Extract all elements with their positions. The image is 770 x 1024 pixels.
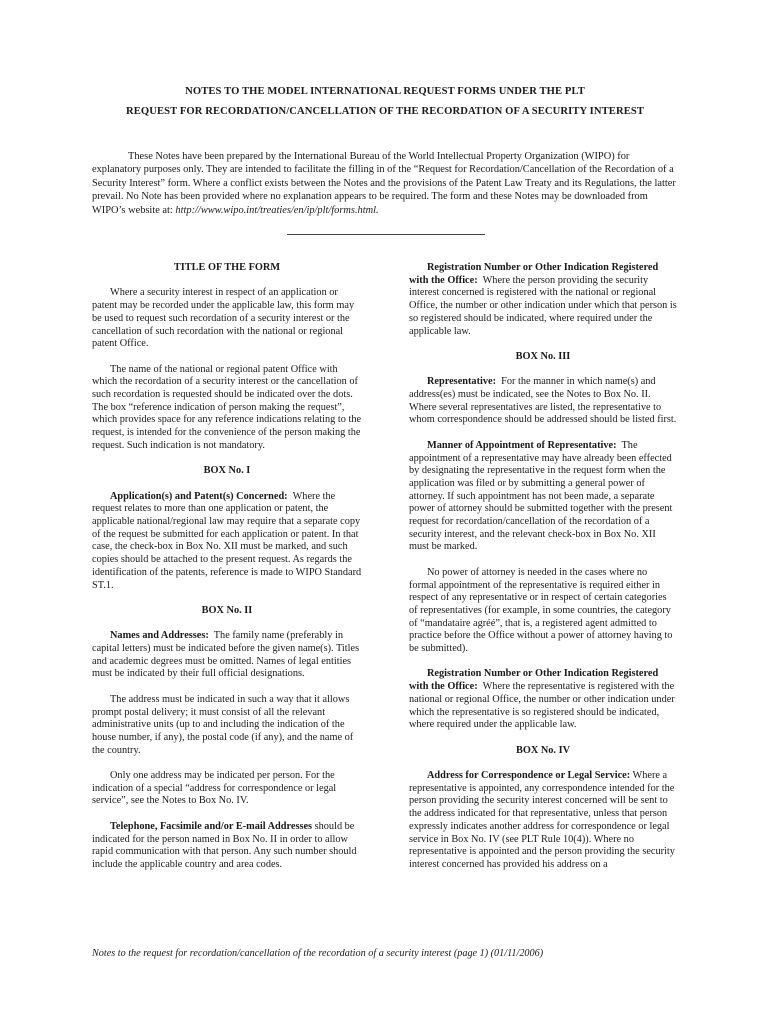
intro-text: These Notes have been prepared by the International Bureau of the World Intellectual Property Organization (WIPO) for explanatory purposes only. They are intended to facilitate the filling in of the “Request for Recordation/Cancellation of the Recordation of a Security Interest” form. Where a conflict exists between the Notes and the provisions of the Patent Law Treaty and its Regulations, the latter prevail. No Note has been provided where no explanation appears to be required. The form and these Notes may be downloaded from WIPO’s website at: <box>92 151 676 216</box>
intro-paragraph <box>92 150 678 217</box>
paragraph-heading: Telephone, Facsimile and/or E-mail Addresses <box>110 820 313 832</box>
paragraph: Representative: For the manner in which name(s) and address(es) must be indicated, see the Notes to Box No. II. Where several representatives are listed, the representative to whom correspondence should be addressed should be listed first. <box>409 376 677 426</box>
paragraph: Where a security interest in respect of an application or patent may be recorded under the applicable law, this form may be used to request such recordation of a security interest or the cancellation of such recordation with the national or regional patent Office. <box>92 287 355 350</box>
paragraph: Manner of Appointment of Representative: The appointment of a representative may have already been effected by designating the representative in the request form when the application was filed or by submitting a general power of attorney. If such appointment has not been made, a separate power of attorney should be submitted together with the present request for recordation/cancellation of the recordation of a security interest, and the relevant check-box in Box No. XII must be marked. <box>409 439 673 553</box>
paragraph: Telephone, Facsimile and/or E-mail Addresses should be indicated for the person named in Box No. II in order to allow rapid communication with that person. Any such number should include the applicable country and area codes. <box>92 820 357 870</box>
section-divider <box>287 234 485 235</box>
heading-box-4: BOX No. IV <box>515 744 571 756</box>
heading-box-1: BOX No. I <box>203 465 251 477</box>
paragraph: The address must be indicated in such a way that it allows prompt postal delivery; it must consist of all the relevant administrative units (up to and including the indication of the house number, if any), the postal code (if any), and the name of the country. <box>92 693 354 756</box>
document-subtitle: REQUEST FOR RECORDATION/CANCELLATION OF THE RECORDATION OF A SECURITY INTEREST <box>125 106 645 117</box>
paragraph-heading: Application(s) and Patent(s) Concerned: <box>110 490 288 502</box>
paragraph-heading: Manner of Appointment of Representative: <box>427 439 617 451</box>
paragraph: Registration Number or Other Indication Registered with the Office: Where the person providing the security interest concerned is registered with the national or regional Office, the number or other indication under which that person is so registered should be indicated, where required under the applicable law. <box>409 262 677 337</box>
left-column <box>92 262 362 884</box>
paragraph: Names and Addresses: The family name (preferably in capital letters) must be indicated before the given name(s). Titles and academic degrees must be omitted. Names of legal entities must be indicated by their full official designations. <box>92 630 360 680</box>
paragraph-heading: Names and Addresses: <box>110 630 209 642</box>
paragraph-heading: Registration Number or Other Indication Registered with the Office: <box>409 668 659 693</box>
paragraph: The name of the national or regional patent Office with which the recordation of a security interest or the cancellation of such recordation is requested should be indicated over the dots. The box “reference indication of person making the request”, which provides space for any reference indications relating to the request, is intended for the convenience of the person making the request. Such indication is not mandatory. <box>92 363 362 451</box>
paragraph-heading: Registration Number or Other Indication Registered with the Office: <box>409 262 659 286</box>
heading-box-2: BOX No. II <box>201 604 253 616</box>
paragraph: Only one address may be indicated per person. For the indication of a special “address for correspondence or legal service”, see the Notes to Box No. IV. <box>92 770 337 807</box>
right-column <box>409 262 677 884</box>
paragraph: Address for Correspondence or Legal Service: Where a representative is appointed, any correspondence intended for the person providing the security interest concerned will be sent to the address indicated for that representative, unless that person expressly indicates another address for correspondence or legal service in Box No. IV (see PLT Rule 10(4)). Where no representative is appointed and the person providing the security interest concerned has provided his address on a <box>409 770 675 870</box>
paragraph-heading: Address for Correspondence or Legal Service: <box>427 770 631 782</box>
paragraph: Registration Number or Other Indication Registered with the Office: Where the representative is registered with the national or regional Office, the number or other indication under which the representative is so registered should be indicated, where required under the applicable law. <box>409 668 675 731</box>
heading-box-3: BOX No. III <box>515 350 571 362</box>
wipo-website-link[interactable]: http://www.wipo.int/treaties/en/ip/plt/forms.html. <box>175 204 379 216</box>
document-title: NOTES TO THE MODEL INTERNATIONAL REQUEST FORMS UNDER THE PLT <box>185 86 585 97</box>
heading-title-of-form: TITLE OF THE FORM <box>173 262 281 273</box>
paragraph-heading: Representative: <box>427 376 497 388</box>
paragraph: No power of attorney is needed in the cases where no formal appointment of the representative is required either in respect of any representative or in respect of certain categories of representatives (for example, in some countries, the category of “mandataire agréé”, that is, a registered agent admitted to practice before the Office without a power of attorney having to be submitted). <box>409 566 673 655</box>
paragraph: Application(s) and Patent(s) Concerned: Where the request relates to more than one application or patent, the applicable national/regional law may require that a separate copy of the request be submitted for each application or patent. In that case, the check-box in Box No. XII must be marked, and such copies should be attached to the present request. As regards the identification of the patents, reference is made to WIPO Standard ST.1. <box>92 490 362 591</box>
page-footer: Notes to the request for recordation/cancellation of the recordation of a security interest (page 1) (01/11/2006) <box>92 948 544 959</box>
